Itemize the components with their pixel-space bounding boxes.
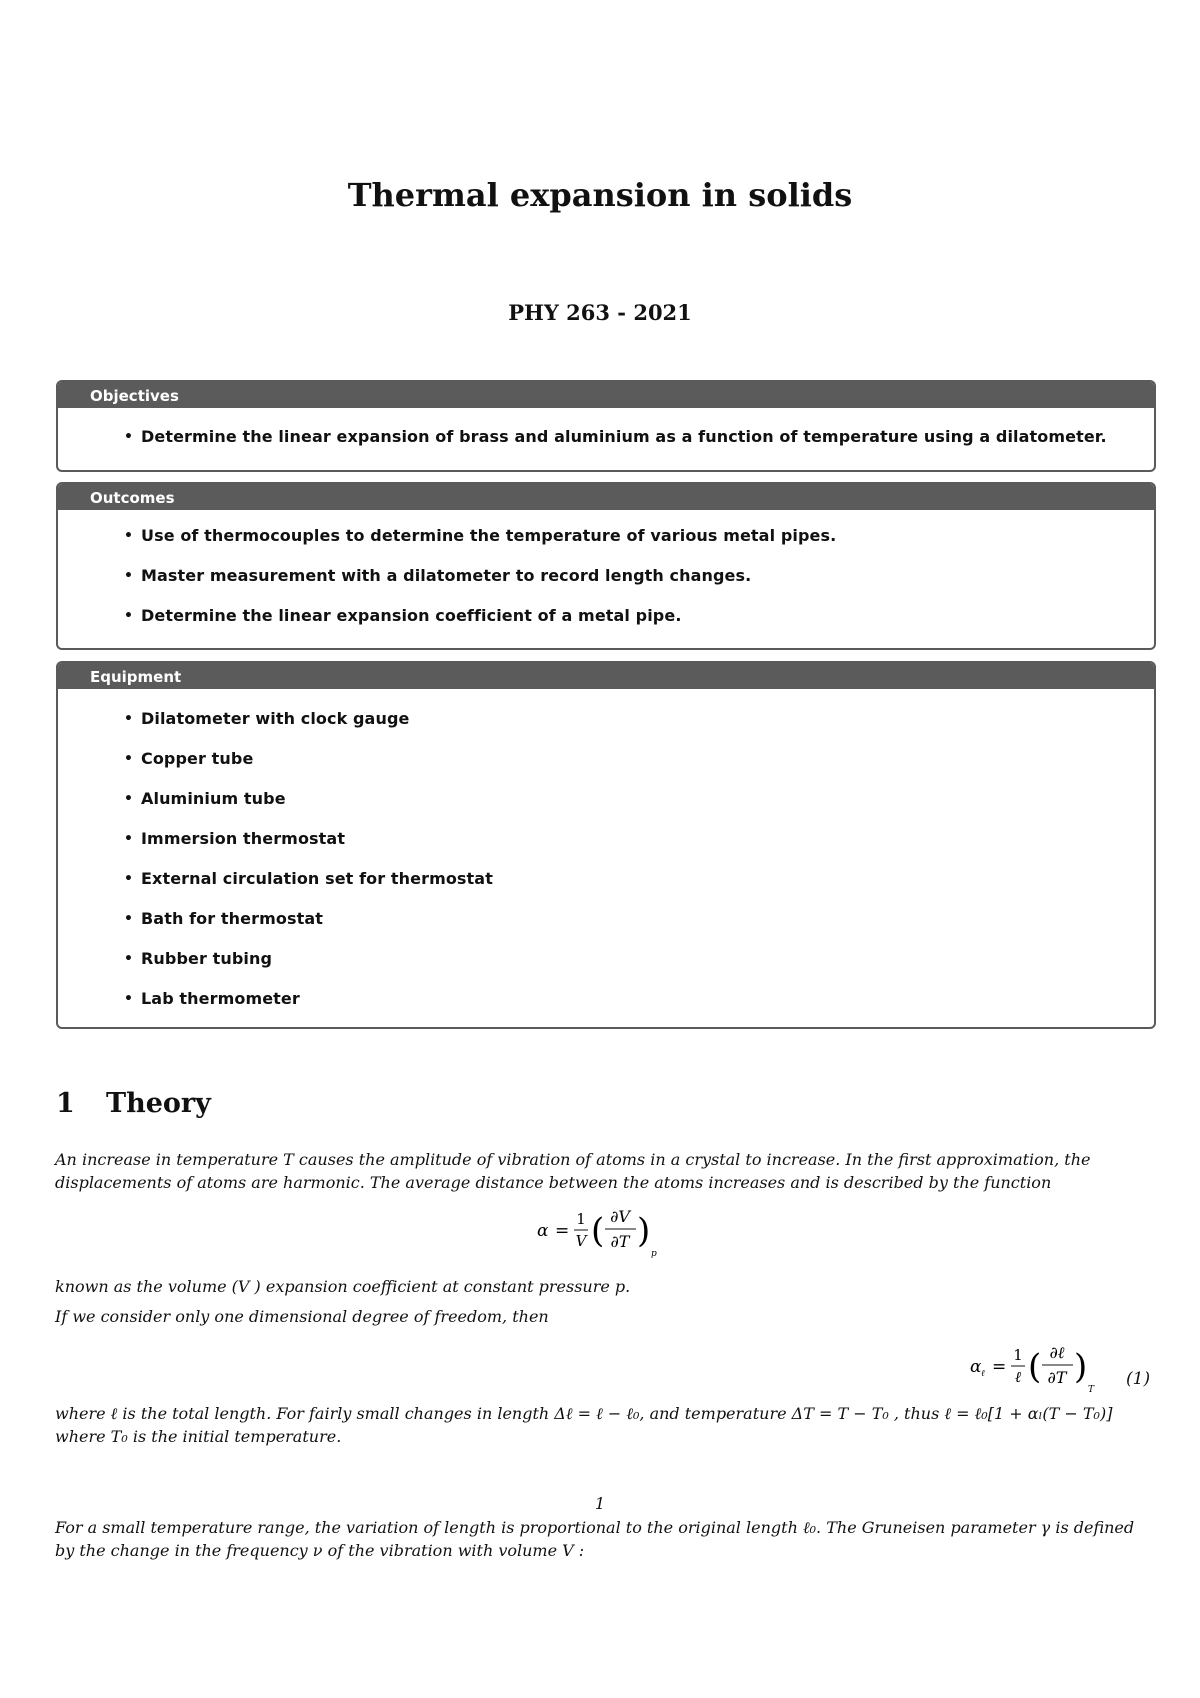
section-number: 1 (56, 1088, 75, 1119)
eq1-lhs: α (537, 1221, 549, 1241)
bullet-icon: • (124, 991, 134, 1007)
list-item: • External circulation set for thermostat (58, 859, 1154, 899)
list-item: • Rubber tubing (58, 939, 1154, 979)
equipment-list (58, 689, 1154, 1019)
body-paragraph: known as the volume (V ) expansion coefficient at constant pressure p. (55, 1277, 631, 1296)
page-number: 1 (594, 1494, 606, 1513)
bullet-icon: • (124, 791, 134, 807)
list-item: • Dilatometer with clock gauge (58, 699, 1154, 739)
list-item: • Use of thermocouples to determine the temperature of various metal pipes. (58, 516, 1154, 556)
list-item: • Lab thermometer (58, 979, 1154, 1019)
eq1-deriv-den: ∂T (610, 1232, 630, 1251)
bullet-icon: • (124, 871, 134, 887)
eq2-frac-num: 1 (1013, 1346, 1023, 1364)
list-item: • Determine the linear expansion coefficient of a metal pipe. (58, 596, 1154, 636)
body-paragraph: For a small temperature range, the variation of length is proportional to the original length ℓ₀. The Gruneisen parameter γ is defined by the change in the frequency ν of the vibration with volume V : (55, 1518, 1135, 1560)
list-item: • Bath for thermostat (58, 899, 1154, 939)
equipment-box (56, 661, 1156, 1029)
eq1-equals: = (555, 1221, 570, 1241)
bullet-icon: • (124, 831, 134, 847)
eq2-open-paren: ( (1028, 1347, 1042, 1387)
bullet-icon: • (124, 568, 134, 584)
bullet-icon: • (124, 751, 134, 767)
objectives-header: Objectives (58, 382, 1154, 408)
eq1-deriv-num: ∂V (610, 1207, 630, 1226)
linear-expansion-equation (968, 1334, 1118, 1400)
bullet-icon: • (124, 711, 134, 727)
list-item: • Determine the linear expansion of brass and aluminium as a function of temperature using a dilatometer. (58, 417, 1154, 457)
bullet-icon: • (124, 911, 134, 927)
body-paragraph: An increase in temperature T causes the amplitude of vibration of atoms in a crystal to increase. In the first approximation, the displacements of atoms are harmonic. The average distance between the atoms increases and is described by the function (55, 1150, 1091, 1192)
eq2-close-paren: ) (1074, 1347, 1088, 1387)
equipment-header: Equipment (58, 663, 1154, 689)
eq1-subscript: p (651, 1249, 657, 1259)
eq2-lhs-subscript: ℓ (981, 1369, 985, 1379)
eq2-frac-den: ℓ (1014, 1368, 1022, 1386)
section-title: Theory (106, 1088, 211, 1119)
eq2-equals: = (992, 1357, 1007, 1377)
bullet-icon: • (124, 608, 134, 624)
outcomes-list (58, 510, 1154, 636)
eq1-close-paren: ) (637, 1211, 651, 1251)
body-paragraph: If we consider only one dimensional degree of freedom, then (55, 1307, 549, 1326)
bullet-icon: • (124, 951, 134, 967)
volume-expansion-equation (535, 1198, 685, 1264)
outcomes-header: Outcomes (58, 484, 1154, 510)
body-paragraph: where ℓ is the total length. For fairly small changes in length Δℓ = ℓ − ℓ₀, and temperature ΔT = T − T₀ , thus ℓ = ℓ₀[1 + αₗ(T − T₀)] where T₀ is the initial temperature. (55, 1404, 1113, 1446)
bullet-icon: • (124, 528, 134, 544)
list-item: • Aluminium tube (58, 779, 1154, 819)
list-item: • Master measurement with a dilatometer to record length changes. (58, 556, 1154, 596)
outcomes-box (56, 482, 1156, 650)
eq1-open-paren: ( (591, 1211, 605, 1251)
list-item: • Immersion thermostat (58, 819, 1154, 859)
section-heading (56, 1088, 211, 1119)
objectives-box (56, 380, 1156, 472)
eq2-deriv-num: ∂ℓ (1049, 1343, 1065, 1362)
eq1-frac-den: V (575, 1232, 587, 1250)
eq1-frac-num: 1 (576, 1210, 586, 1228)
document-title: Thermal expansion in solids (347, 176, 853, 214)
course-label: PHY 263 - 2021 (508, 300, 692, 325)
objectives-list (58, 408, 1154, 457)
eq2-subscript: T (1088, 1385, 1095, 1395)
eq2-lhs: α (970, 1357, 982, 1377)
eq2-deriv-den: ∂T (1047, 1368, 1067, 1387)
list-item: • Copper tube (58, 739, 1154, 779)
equation-number: (1) (1126, 1369, 1151, 1389)
bullet-icon: • (124, 429, 134, 445)
